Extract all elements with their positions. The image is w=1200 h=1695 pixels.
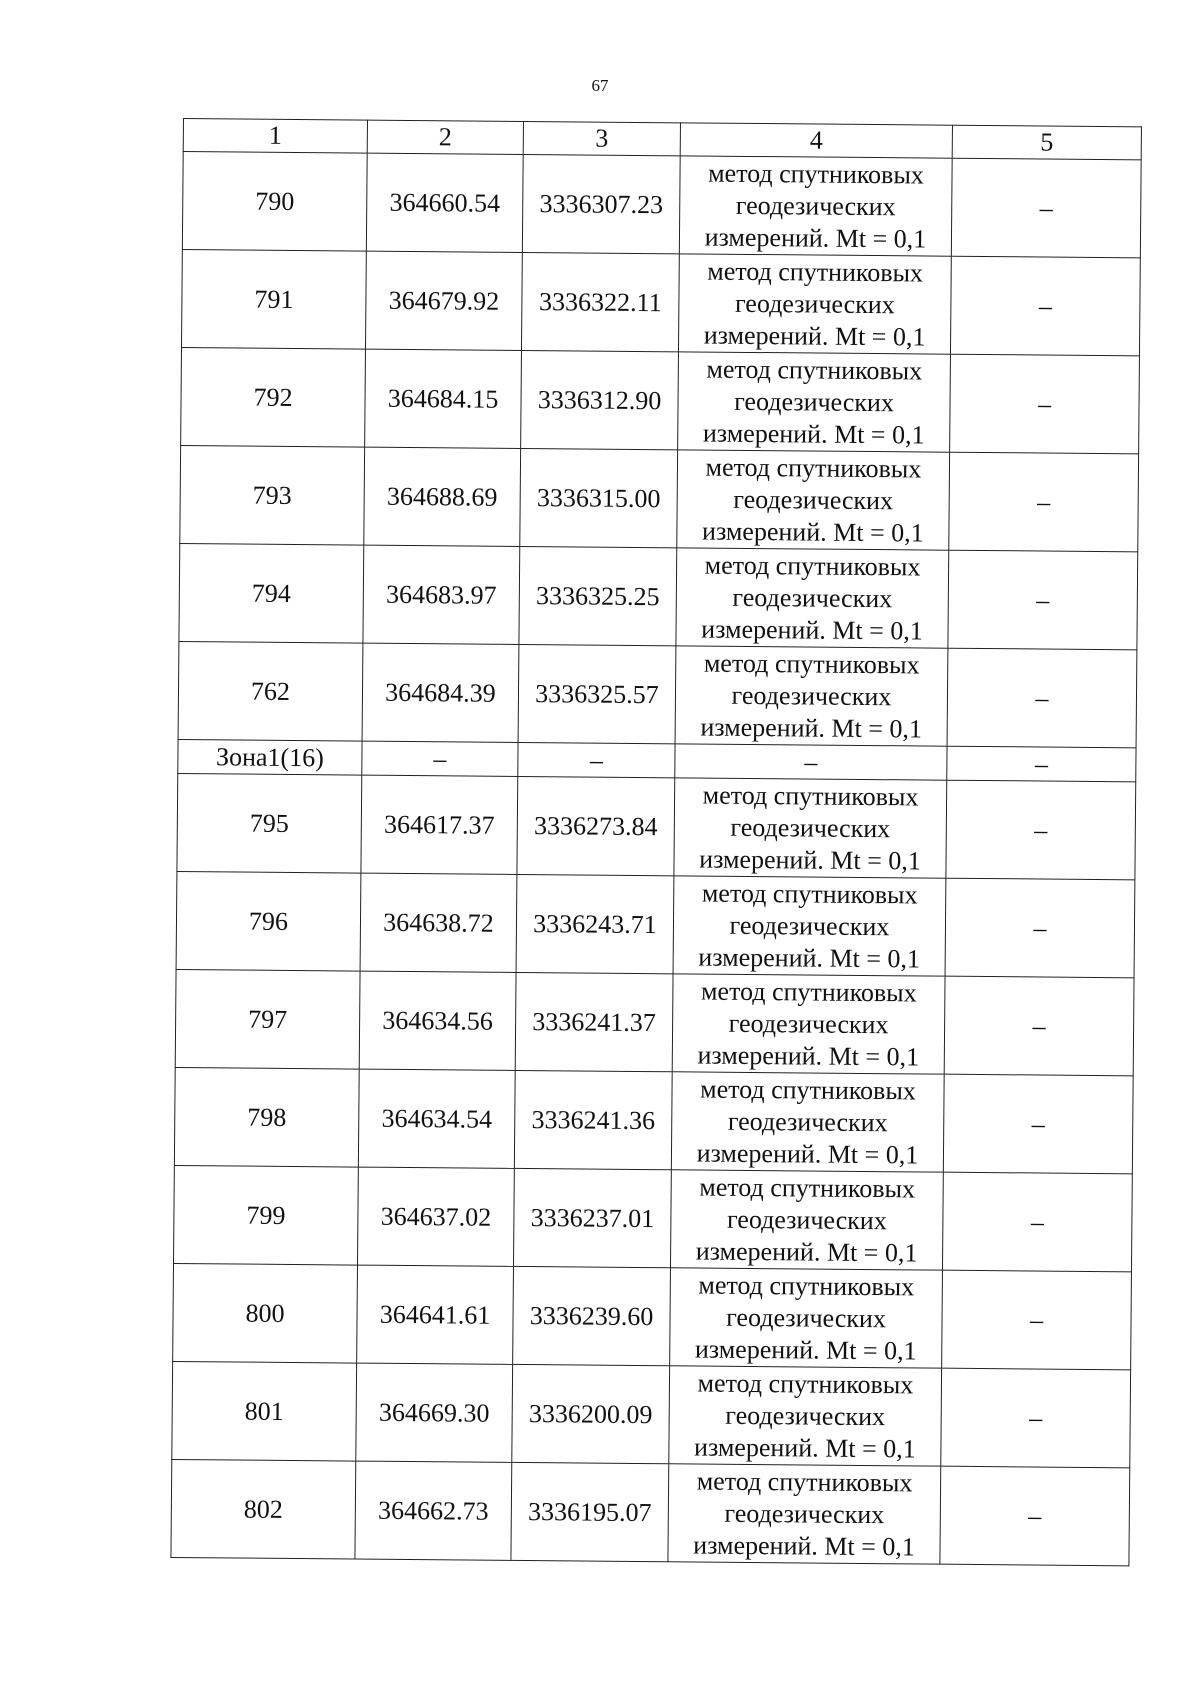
y-coordinate-cell: 3336237.01: [513, 1168, 671, 1267]
method-line: геодезических: [724, 1498, 885, 1529]
y-coordinate-cell: 3336239.60: [513, 1266, 671, 1365]
method-line: метод спутниковых: [699, 1172, 916, 1203]
note-cell: –: [950, 256, 1140, 356]
point-number-cell: 801: [172, 1361, 357, 1461]
point-number-cell: 795: [177, 773, 362, 873]
note-cell: –: [946, 780, 1136, 880]
table-row: [172, 1361, 1131, 1467]
method-line: измерений. Mt = 0,1: [702, 418, 925, 449]
x-coordinate-cell: 364637.02: [357, 1167, 514, 1266]
method-line: геодезических: [733, 484, 894, 515]
x-coordinate-cell: 364641.61: [357, 1265, 514, 1364]
method-line: измерений. Mt = 0,1: [693, 1432, 916, 1463]
method-line: метод спутниковых: [698, 1270, 915, 1301]
x-coordinate-cell: 364634.56: [359, 971, 516, 1070]
page-number: 67: [591, 76, 609, 95]
x-coordinate-cell: 364669.30: [356, 1363, 513, 1462]
note-cell: –: [942, 1172, 1132, 1272]
x-coordinate-cell: 364688.69: [364, 447, 521, 546]
note-cell: –: [947, 648, 1137, 748]
point-number-cell: 800: [173, 1263, 358, 1363]
y-coordinate-cell: 3336325.57: [518, 644, 676, 743]
method-line: геодезических: [729, 910, 890, 941]
table-row: [175, 969, 1134, 1075]
method-line: метод спутниковых: [706, 354, 923, 385]
point-number-cell: 798: [174, 1067, 359, 1167]
method-cell: [668, 1464, 941, 1564]
point-number-cell: 792: [181, 347, 366, 447]
note-cell: –: [942, 1270, 1132, 1370]
method-line: метод спутниковых: [707, 256, 924, 287]
method-line: измерений. Mt = 0,1: [703, 320, 926, 351]
method-cell: [673, 876, 946, 976]
method-line: метод спутниковых: [705, 452, 922, 483]
table-row: [181, 249, 1140, 355]
table-row: [182, 152, 1141, 258]
y-coordinate-cell: 3336243.71: [516, 874, 674, 973]
method-line: метод спутниковых: [697, 1368, 914, 1399]
note-cell: –: [941, 1368, 1131, 1468]
note-cell: –: [944, 976, 1134, 1076]
table-row: [174, 1165, 1133, 1271]
method-cell: [669, 1366, 942, 1466]
note-cell: –: [951, 158, 1141, 258]
method-cell: [678, 254, 951, 354]
table-body: [171, 152, 1141, 1566]
column-header: 2: [367, 120, 523, 154]
method-line: измерений. Mt = 0,1: [693, 1530, 915, 1561]
method-line: геодезических: [726, 1302, 887, 1333]
y-coordinate-cell: –: [518, 742, 675, 777]
point-number-cell: 790: [182, 152, 367, 252]
table-row: [173, 1263, 1132, 1369]
method-line: геодезических: [734, 288, 895, 319]
point-number-cell: 793: [180, 445, 365, 545]
method-line: геодезических: [731, 680, 892, 711]
table-row: [178, 641, 1137, 747]
method-cell: [677, 450, 950, 550]
note-cell: –: [940, 1466, 1130, 1566]
method-line: геодезических: [735, 190, 896, 221]
method-cell: [670, 1268, 943, 1368]
method-line: измерений. Mt = 0,1: [701, 614, 923, 645]
method-line: метод спутниковых: [700, 1074, 917, 1105]
method-cell: [676, 548, 949, 648]
coordinates-table: [170, 118, 1142, 1566]
note-cell: –: [949, 452, 1139, 552]
method-line: метод спутниковых: [702, 780, 919, 811]
note-cell: –: [947, 746, 1136, 782]
x-coordinate-cell: 364638.72: [360, 873, 517, 972]
method-line: геодезических: [726, 1204, 887, 1235]
x-coordinate-cell: 364617.37: [361, 775, 518, 874]
method-cell: [674, 778, 947, 878]
method-cell: [678, 352, 951, 452]
y-coordinate-cell: 3336200.09: [512, 1364, 670, 1463]
x-coordinate-cell: 364660.54: [366, 153, 523, 252]
point-number-cell: Зона1(16): [178, 739, 362, 775]
table-row: [181, 347, 1140, 453]
column-header: 1: [183, 119, 367, 154]
table-row: [176, 871, 1135, 977]
method-line: –: [804, 746, 818, 777]
method-line: измерений. Mt = 0,1: [701, 516, 924, 547]
method-cell: [679, 156, 952, 256]
column-header: 5: [952, 125, 1141, 160]
point-number-cell: 802: [171, 1459, 356, 1559]
y-coordinate-cell: 3336325.25: [519, 546, 677, 645]
point-number-cell: 762: [178, 641, 363, 741]
method-line: метод спутниковых: [696, 1466, 913, 1497]
method-cell: [671, 1072, 944, 1172]
point-number-cell: 797: [175, 969, 360, 1069]
method-line: метод спутниковых: [700, 976, 917, 1007]
y-coordinate-cell: 3336315.00: [520, 448, 678, 547]
x-coordinate-cell: 364662.73: [355, 1461, 512, 1560]
method-line: измерений. Mt = 0,1: [697, 1040, 920, 1071]
method-line: метод спутниковых: [708, 158, 925, 189]
method-line: измерений. Mt = 0,1: [696, 1138, 919, 1169]
x-coordinate-cell: 364679.92: [365, 251, 522, 350]
method-line: геодезических: [725, 1400, 886, 1431]
point-number-cell: 791: [181, 249, 366, 349]
x-coordinate-cell: 364684.39: [362, 643, 519, 742]
x-coordinate-cell: 364683.97: [363, 545, 520, 644]
method-cell: [672, 974, 945, 1074]
column-header: 4: [680, 123, 952, 158]
column-header: 3: [523, 121, 680, 155]
point-number-cell: 794: [179, 543, 364, 643]
y-coordinate-cell: 3336307.23: [522, 154, 680, 253]
y-coordinate-cell: 3336241.37: [515, 972, 673, 1071]
method-line: измерений. Mt = 0,1: [700, 712, 923, 743]
note-cell: –: [948, 550, 1138, 650]
method-line: измерений. Mt = 0,1: [695, 1236, 918, 1267]
method-cell: [670, 1170, 943, 1270]
method-line: геодезических: [734, 386, 895, 417]
method-line: геодезических: [727, 1106, 888, 1137]
y-coordinate-cell: 3336273.84: [517, 776, 675, 875]
x-coordinate-cell: 364634.54: [358, 1069, 515, 1168]
method-line: геодезических: [730, 812, 891, 843]
method-line: измерений. Mt = 0,1: [698, 942, 921, 973]
method-line: измерений. Mt = 0,1: [699, 844, 921, 875]
x-coordinate-cell: –: [362, 741, 518, 776]
method-line: измерений. Mt = 0,1: [704, 222, 927, 253]
method-line: метод спутниковых: [703, 648, 920, 679]
method-line: метод спутниковых: [704, 550, 921, 581]
method-cell: [675, 744, 947, 780]
table-row: [174, 1067, 1133, 1173]
table-row: [180, 445, 1139, 551]
note-cell: –: [950, 354, 1140, 454]
note-cell: –: [943, 1074, 1133, 1174]
method-cell: [675, 646, 948, 746]
method-line: метод спутниковых: [701, 878, 918, 909]
y-coordinate-cell: 3336241.36: [514, 1070, 672, 1169]
y-coordinate-cell: 3336312.90: [521, 350, 679, 449]
table-row: [177, 773, 1136, 879]
method-line: геодезических: [732, 582, 893, 613]
y-coordinate-cell: 3336322.11: [521, 252, 679, 351]
point-number-cell: 796: [176, 871, 361, 971]
note-cell: –: [945, 878, 1135, 978]
point-number-cell: 799: [174, 1165, 359, 1265]
table-row: [179, 543, 1138, 649]
y-coordinate-cell: 3336195.07: [511, 1462, 669, 1561]
x-coordinate-cell: 364684.15: [365, 349, 522, 448]
method-line: измерений. Mt = 0,1: [694, 1334, 917, 1365]
method-line: геодезических: [728, 1008, 889, 1039]
table-row: [171, 1459, 1130, 1565]
